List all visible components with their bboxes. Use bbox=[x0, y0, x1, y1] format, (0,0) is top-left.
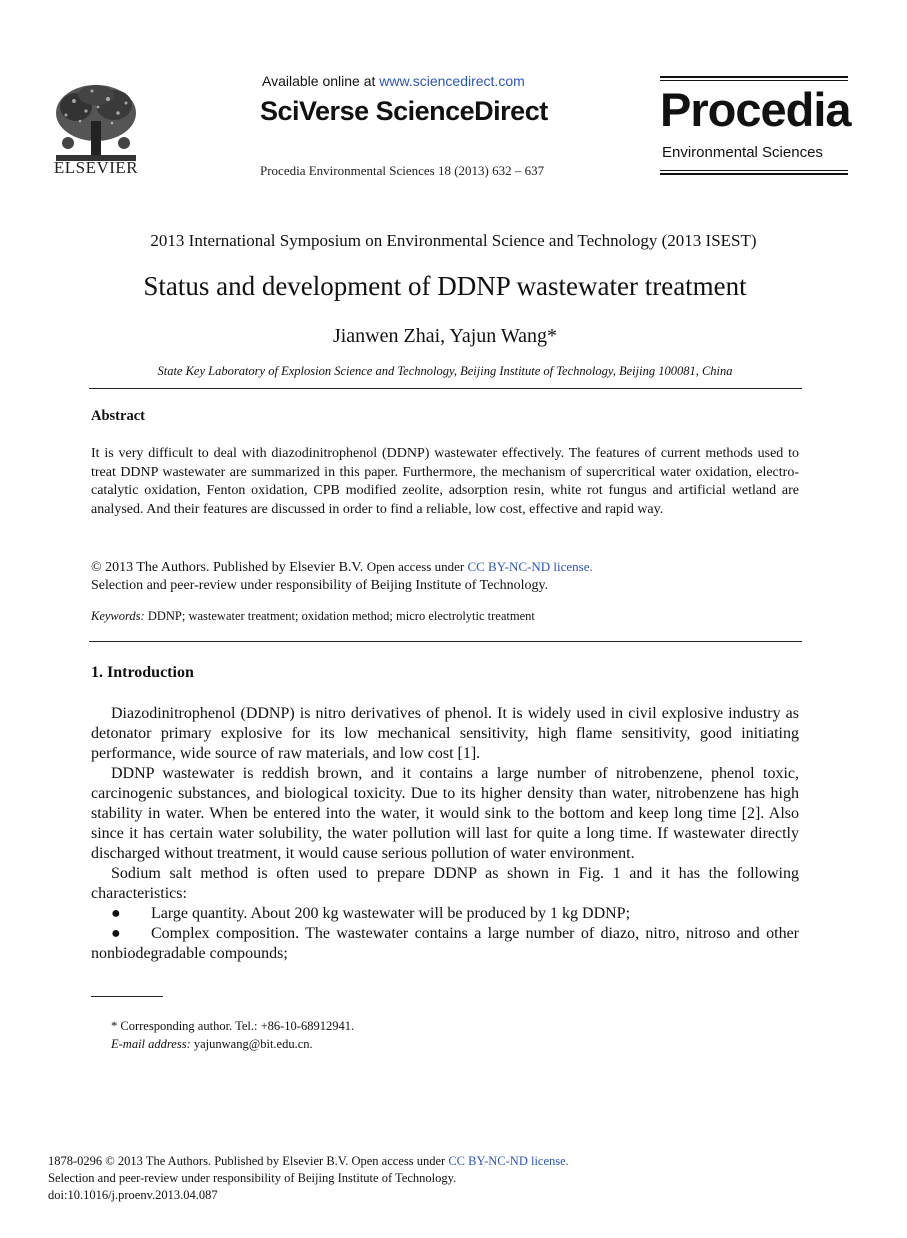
brand-top-rule bbox=[660, 76, 848, 81]
keywords-label: Keywords: bbox=[91, 609, 145, 623]
peer-review-text: Selection and peer-review under responsibility of Beijing Institute of Technology. bbox=[91, 578, 549, 593]
open-access-text: Open access under bbox=[351, 1154, 449, 1168]
keywords bbox=[91, 609, 801, 624]
divider bbox=[89, 388, 802, 389]
available-online-line bbox=[262, 73, 525, 89]
copyright-block bbox=[91, 558, 801, 595]
list-item-text: Large quantity. About 200 kg wastewater will be produced by 1 kg DDNP; bbox=[151, 905, 631, 922]
list-item-text: Complex composition. The wastewater contains a large number of diazo, nitro, nitroso and other nonbiodegradable compounds; bbox=[91, 925, 799, 962]
abstract-heading: Abstract bbox=[91, 408, 145, 424]
bullet-icon: ● bbox=[111, 925, 121, 942]
sciencedirect-link[interactable]: www.sciencedirect.com bbox=[379, 73, 525, 89]
paragraph: Diazodinitrophenol (DDNP) is nitro derivatives of phenol. It is widely used in civil explosive industry as detonator primary explosive for its low mechanical sensitivity, high flame sensitivity, good initiating performance, wide source of raw materials, and low cost [1]. bbox=[91, 705, 799, 762]
copyright-text: © 2013 The Authors. Published by Elsevier B.V. bbox=[91, 560, 367, 575]
peer-review-line: Selection and peer-review under responsibility of Beijing Institute of Technology. bbox=[48, 1171, 457, 1185]
list-item bbox=[91, 924, 799, 964]
doi-line: doi:10.1016/j.proenv.2013.04.087 bbox=[48, 1188, 218, 1202]
issn-line bbox=[48, 1154, 569, 1169]
journal-brand-sub: Environmental Sciences bbox=[662, 144, 823, 161]
paper-title: Status and development of DDNP wastewater treatment bbox=[143, 271, 747, 301]
open-access-text: Open access under bbox=[366, 559, 468, 574]
email-line bbox=[111, 1037, 313, 1052]
available-prefix: Available online at bbox=[262, 73, 380, 89]
email-address: yajunwang@bit.edu.cn. bbox=[190, 1037, 313, 1051]
journal-reference: Procedia Environmental Sciences 18 (2013) 632 – 637 bbox=[260, 163, 545, 178]
corresponding-author: * Corresponding author. Tel.: +86-10-68912941. bbox=[111, 1019, 355, 1033]
license-link[interactable]: CC BY-NC-ND license. bbox=[467, 559, 593, 574]
email-label: E-mail address: bbox=[111, 1037, 191, 1051]
conference-name: 2013 International Symposium on Environmental Science and Technology (2013 ISEST) bbox=[150, 231, 757, 250]
affiliation: State Key Laboratory of Explosion Science and Technology, Beijing Institute of Technology, Beijing 100081, China bbox=[157, 364, 733, 378]
section-heading: 1. Introduction bbox=[91, 664, 194, 681]
license-link[interactable]: CC BY-NC-ND license. bbox=[448, 1154, 569, 1168]
bullet-icon: ● bbox=[111, 905, 121, 922]
brand-bottom-rule bbox=[660, 170, 848, 175]
keywords-list: DDNP; wastewater treatment; oxidation method; micro electrolytic treatment bbox=[144, 609, 535, 623]
footnote-rule bbox=[91, 996, 163, 997]
journal-brand: Procedia bbox=[660, 83, 851, 136]
authors: Jianwen Zhai, Yajun Wang* bbox=[332, 325, 558, 347]
abstract-body: It is very difficult to deal with diazodinitrophenol (DDNP) wastewater effectively. The features of current methods used to treat DDNP wastewater are summarized in this paper. Furthermore, the mechanism of supercritical water oxidation, electro-catalytic oxidation, Fenton oxidation, CPB modified zeolite, adsorption resin, white rot fungus and artificial wetland are analysed. And their features are discussed in order to find a reliable, low cost, effective and rapid way. bbox=[91, 446, 799, 517]
list-item bbox=[91, 904, 799, 924]
platform-name: SciVerse ScienceDirect bbox=[260, 96, 548, 126]
publisher-logo-text: ELSEVIER bbox=[53, 158, 139, 177]
issn-text: 1878-0296 © 2013 The Authors. Published by Elsevier B.V. bbox=[48, 1154, 352, 1168]
paragraph: Sodium salt method is often used to prepare DDNP as shown in Fig. 1 and it has the following characteristics: bbox=[91, 865, 799, 902]
paragraph: DDNP wastewater is reddish brown, and it contains a large number of nitrobenzene, phenol toxic, carcinogenic substances, and biological toxicity. Due to its higher density than water, nitrobenzene has high stability in water. When be entered into the water, it would sink to the bottom and keep long time [2]. Also since it has certain water solubility, the water pollution will last for quite a long time. If wastewater directly discharged without treatment, it would cause serious pollution of water environment. bbox=[91, 765, 799, 862]
divider bbox=[89, 641, 802, 642]
